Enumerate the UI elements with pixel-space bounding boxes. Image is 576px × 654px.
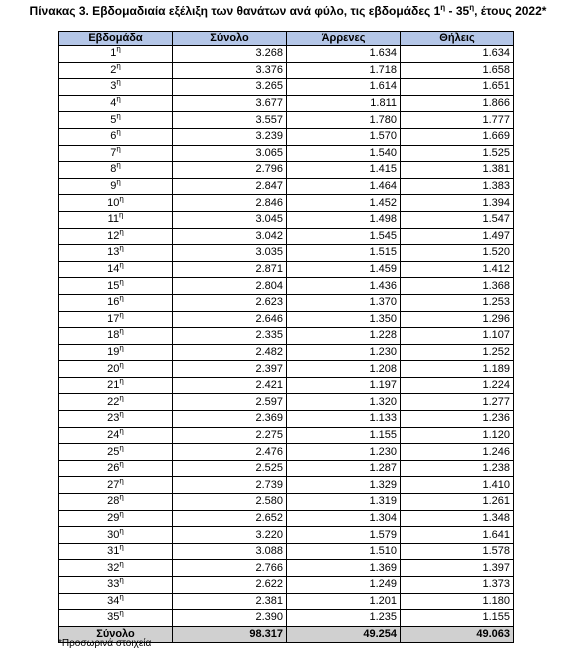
table-row	[59, 593, 514, 610]
table-row	[59, 195, 514, 212]
female-cell: 1.525	[401, 145, 514, 162]
table-row	[59, 477, 514, 494]
table-row	[59, 46, 514, 63]
week-cell: $11^\eta$	[59, 211, 173, 228]
total-cell: 2.580	[173, 494, 287, 511]
male-cell: 1.634	[287, 46, 401, 63]
female-cell: 1.381	[401, 162, 514, 179]
week-cell: $14^\eta$	[59, 261, 173, 278]
female-cell: 1.120	[401, 427, 514, 444]
total-cell: 2.847	[173, 178, 287, 195]
male-cell: 1.155	[287, 427, 401, 444]
total-cell: 3.677	[173, 95, 287, 112]
table-row	[59, 411, 514, 428]
table-title: Πίνακας 3. Εβδομαδιαία εξέλιξη των θανάτων ανά φύλο, τις εβδομάδες $1^\eta - 35^\eta$, έτους 2022*	[29, 3, 547, 18]
male-cell: 1.369	[287, 560, 401, 577]
week-cell: $26^\eta$	[59, 460, 173, 477]
header-male: Άρρενες	[287, 32, 401, 46]
week-cell: $13^\eta$	[59, 245, 173, 262]
female-cell: 1.547	[401, 211, 514, 228]
total-cell: 2.739	[173, 477, 287, 494]
total-cell: 3.045	[173, 211, 287, 228]
table-row	[59, 311, 514, 328]
female-cell: 1.520	[401, 245, 514, 262]
table-row	[59, 79, 514, 96]
total-cell: 2.597	[173, 394, 287, 411]
female-cell: 1.634	[401, 46, 514, 63]
table-row	[59, 377, 514, 394]
week-cell: $22^\eta$	[59, 394, 173, 411]
male-cell: 1.498	[287, 211, 401, 228]
female-cell: 1.107	[401, 328, 514, 345]
total-cell: 2.369	[173, 411, 287, 428]
header-total: Σύνολο	[173, 32, 287, 46]
total-cell: 2.397	[173, 361, 287, 378]
header-female: Θήλεις	[401, 32, 514, 46]
total-cell: 2.846	[173, 195, 287, 212]
female-cell: 1.383	[401, 178, 514, 195]
female-cell: 1.238	[401, 460, 514, 477]
week-cell: $31^\eta$	[59, 543, 173, 560]
female-cell: 1.155	[401, 610, 514, 627]
total-cell: 2.390	[173, 610, 287, 627]
table-row	[59, 543, 514, 560]
male-cell: 1.228	[287, 328, 401, 345]
week-cell: $35^\eta$	[59, 610, 173, 627]
female-cell: 1.394	[401, 195, 514, 212]
male-cell: 1.249	[287, 577, 401, 594]
male-cell: 1.319	[287, 494, 401, 511]
week-cell: $5^\eta$	[59, 112, 173, 129]
total-cell: 2.871	[173, 261, 287, 278]
female-cell: 1.180	[401, 593, 514, 610]
total-cell: 2.482	[173, 344, 287, 361]
total-cell: 2.275	[173, 427, 287, 444]
table-row	[59, 510, 514, 527]
table-row	[59, 178, 514, 195]
week-cell: $24^\eta$	[59, 427, 173, 444]
week-cell: $20^\eta$	[59, 361, 173, 378]
week-cell: $15^\eta$	[59, 278, 173, 295]
table-row	[59, 560, 514, 577]
table-row	[59, 527, 514, 544]
total-cell: 2.646	[173, 311, 287, 328]
table-row	[59, 211, 514, 228]
male-cell: 1.545	[287, 228, 401, 245]
female-cell: 1.410	[401, 477, 514, 494]
total-cell: 3.088	[173, 543, 287, 560]
female-cell: 1.641	[401, 527, 514, 544]
header-week: Εβδομάδα	[59, 32, 173, 46]
week-cell: $33^\eta$	[59, 577, 173, 594]
table-row	[59, 577, 514, 594]
total-cell: 2.525	[173, 460, 287, 477]
deaths-table	[58, 31, 514, 643]
table-row	[59, 62, 514, 79]
week-cell: $29^\eta$	[59, 510, 173, 527]
week-cell: $18^\eta$	[59, 328, 173, 345]
male-cell: 1.464	[287, 178, 401, 195]
table-row	[59, 328, 514, 345]
table-row	[59, 228, 514, 245]
male-cell: 1.320	[287, 394, 401, 411]
female-cell: 1.412	[401, 261, 514, 278]
total-cell: 2.804	[173, 278, 287, 295]
male-cell: 1.515	[287, 245, 401, 262]
total-cell: 2.421	[173, 377, 287, 394]
week-cell: $8^\eta$	[59, 162, 173, 179]
male-cell: 1.197	[287, 377, 401, 394]
week-cell: $12^\eta$	[59, 228, 173, 245]
table-row	[59, 344, 514, 361]
total-male: 49.254	[287, 626, 401, 643]
total-label: Σύνολο	[59, 626, 173, 643]
female-cell: 1.252	[401, 344, 514, 361]
week-cell: $1^\eta$	[59, 46, 173, 63]
table-row	[59, 261, 514, 278]
male-cell: 1.415	[287, 162, 401, 179]
total-cell: 3.557	[173, 112, 287, 129]
male-cell: 1.208	[287, 361, 401, 378]
female-cell: 1.296	[401, 311, 514, 328]
female-cell: 1.658	[401, 62, 514, 79]
male-cell: 1.370	[287, 294, 401, 311]
table-row	[59, 95, 514, 112]
total-cell: 3.239	[173, 128, 287, 145]
male-cell: 1.510	[287, 543, 401, 560]
female-cell: 1.348	[401, 510, 514, 527]
table-row	[59, 112, 514, 129]
total-cell: 2.652	[173, 510, 287, 527]
total-cell: 2.381	[173, 593, 287, 610]
female-cell: 1.261	[401, 494, 514, 511]
male-cell: 1.811	[287, 95, 401, 112]
total-female: 49.063	[401, 626, 514, 643]
total-cell: 2.476	[173, 444, 287, 461]
week-cell: $32^\eta$	[59, 560, 173, 577]
male-cell: 1.459	[287, 261, 401, 278]
male-cell: 1.201	[287, 593, 401, 610]
total-cell: 3.265	[173, 79, 287, 96]
table-row	[59, 460, 514, 477]
week-cell: $4^\eta$	[59, 95, 173, 112]
week-cell: $9^\eta$	[59, 178, 173, 195]
total-cell: 3.268	[173, 46, 287, 63]
week-cell: $23^\eta$	[59, 411, 173, 428]
week-cell: $6^\eta$	[59, 128, 173, 145]
week-cell: $19^\eta$	[59, 344, 173, 361]
male-cell: 1.287	[287, 460, 401, 477]
male-cell: 1.230	[287, 444, 401, 461]
male-cell: 1.579	[287, 527, 401, 544]
total-cell: 2.335	[173, 328, 287, 345]
week-cell: $10^\eta$	[59, 195, 173, 212]
week-cell: $27^\eta$	[59, 477, 173, 494]
table-row	[59, 162, 514, 179]
female-cell: 1.866	[401, 95, 514, 112]
week-cell: $21^\eta$	[59, 377, 173, 394]
male-cell: 1.570	[287, 128, 401, 145]
female-cell: 1.777	[401, 112, 514, 129]
female-cell: 1.497	[401, 228, 514, 245]
total-cell: 3.376	[173, 62, 287, 79]
total-cell: 2.766	[173, 560, 287, 577]
table-row	[59, 427, 514, 444]
week-cell: $30^\eta$	[59, 527, 173, 544]
female-cell: 1.277	[401, 394, 514, 411]
table-row	[59, 294, 514, 311]
female-cell: 1.236	[401, 411, 514, 428]
week-cell: $2^\eta$	[59, 62, 173, 79]
male-cell: 1.452	[287, 195, 401, 212]
table-row	[59, 128, 514, 145]
male-cell: 1.540	[287, 145, 401, 162]
total-sum: 98.317	[173, 626, 287, 643]
table-row	[59, 494, 514, 511]
male-cell: 1.718	[287, 62, 401, 79]
female-cell: 1.669	[401, 128, 514, 145]
male-cell: 1.304	[287, 510, 401, 527]
total-cell: 3.035	[173, 245, 287, 262]
female-cell: 1.373	[401, 577, 514, 594]
male-cell: 1.329	[287, 477, 401, 494]
female-cell: 1.224	[401, 377, 514, 394]
total-cell: 3.220	[173, 527, 287, 544]
week-cell: $34^\eta$	[59, 593, 173, 610]
table-row	[59, 394, 514, 411]
table-row	[59, 245, 514, 262]
table-row	[59, 278, 514, 295]
table-row	[59, 444, 514, 461]
total-cell: 2.622	[173, 577, 287, 594]
female-cell: 1.578	[401, 543, 514, 560]
male-cell: 1.780	[287, 112, 401, 129]
female-cell: 1.397	[401, 560, 514, 577]
female-cell: 1.246	[401, 444, 514, 461]
footnote: *Προσωρινά στοιχεία	[58, 638, 152, 649]
male-cell: 1.230	[287, 344, 401, 361]
total-cell: 3.065	[173, 145, 287, 162]
week-cell: $7^\eta$	[59, 145, 173, 162]
male-cell: 1.436	[287, 278, 401, 295]
female-cell: 1.368	[401, 278, 514, 295]
week-cell: $25^\eta$	[59, 444, 173, 461]
male-cell: 1.614	[287, 79, 401, 96]
week-cell: $3^\eta$	[59, 79, 173, 96]
total-cell: 3.042	[173, 228, 287, 245]
female-cell: 1.651	[401, 79, 514, 96]
female-cell: 1.253	[401, 294, 514, 311]
total-cell: 2.623	[173, 294, 287, 311]
table-row	[59, 145, 514, 162]
week-cell: $17^\eta$	[59, 311, 173, 328]
table-header-row	[59, 32, 514, 46]
total-cell: 2.796	[173, 162, 287, 179]
week-cell: $28^\eta$	[59, 494, 173, 511]
week-cell: $16^\eta$	[59, 294, 173, 311]
male-cell: 1.350	[287, 311, 401, 328]
male-cell: 1.235	[287, 610, 401, 627]
male-cell: 1.133	[287, 411, 401, 428]
female-cell: 1.189	[401, 361, 514, 378]
table-row	[59, 361, 514, 378]
table-row	[59, 610, 514, 627]
